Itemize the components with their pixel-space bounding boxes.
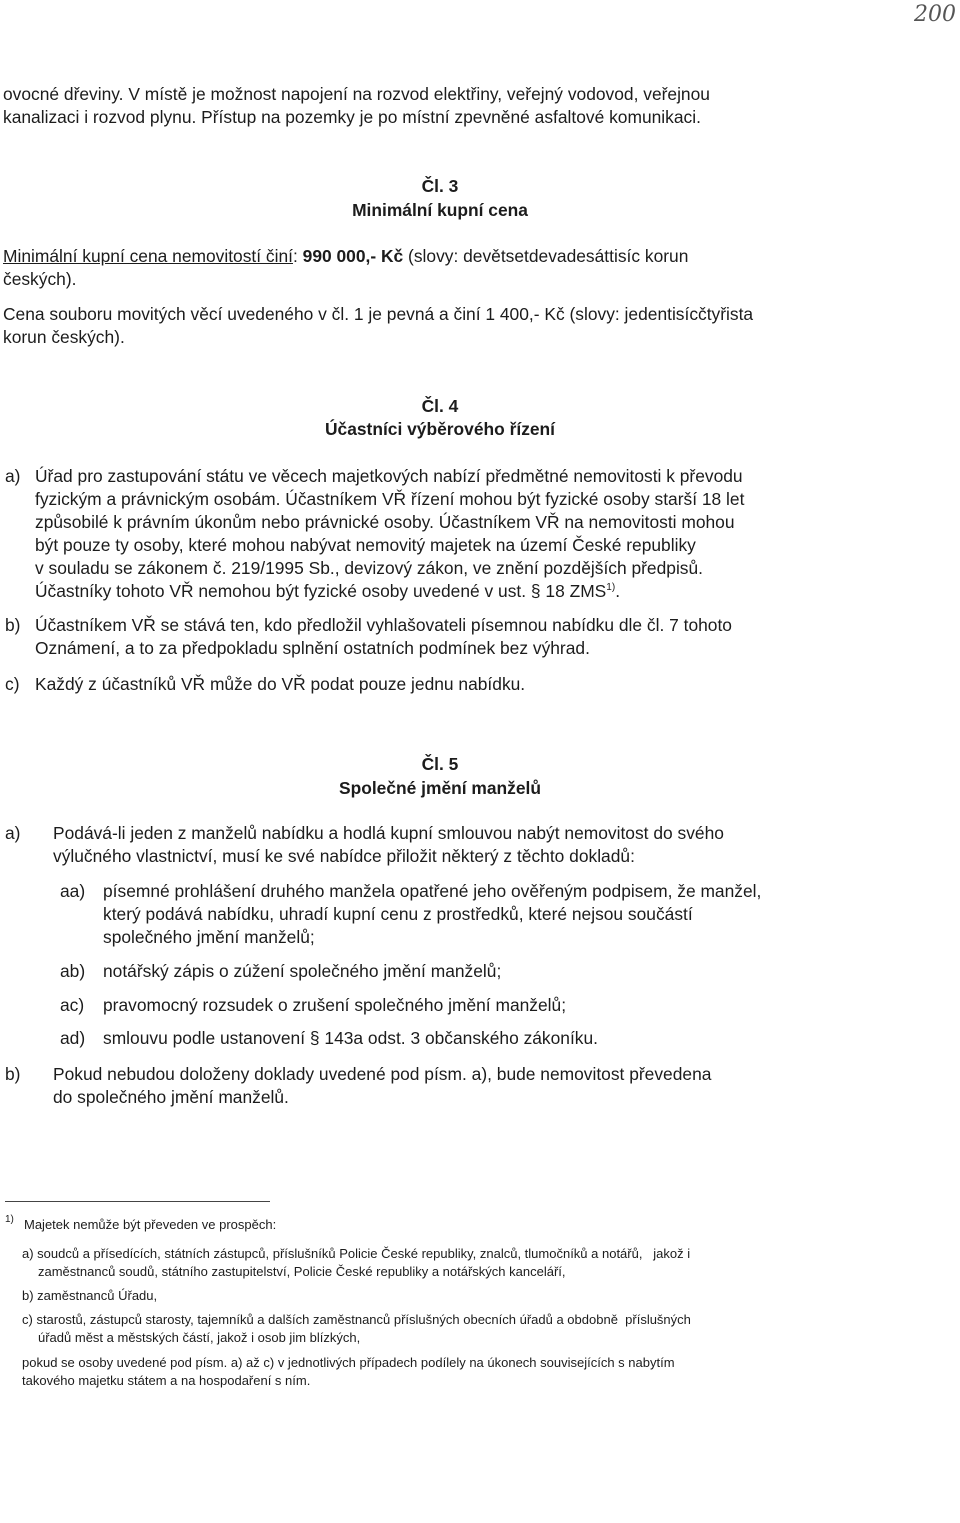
article-5-item-a [53,822,881,868]
article-4-item-a-last-line [35,580,881,603]
footnote-reference: 1) [606,582,616,594]
min-price-words: (slovy: devětsetdevadesáttisíc korun [403,246,689,266]
article-4-item-a-line: způsobilé k právním úkonům nebo právnické osoby. Účastníkem VŘ na nemovitosti mohou [35,512,735,532]
article-4-item-a [35,465,881,603]
article-5-item-aa-label: aa) [60,881,86,901]
article-3-paragraph-2-line-1: Cena souboru movitých věcí uvedeného v čl. 1 je pevná a činí 1 400,- Kč (slovy: jedentisícčtyřista [3,304,754,324]
article-3-paragraph-1-line-2: českých). [3,269,77,289]
article-5-item-ab-label: ab) [60,961,86,981]
footnote-item-a-line-2: zaměstnanců soudů, státního zastupitelství, Policie České republiky a notářských kanceláří, [38,1264,566,1279]
article-4-title: Účastníci výběrového řízení [324,419,556,439]
article-5-item-ab: notářský zápis o zúžení společného jmění manželů; [103,961,502,981]
article-4-item-a-end: . [615,581,621,601]
article-5-item-aa-line: písemné prohlášení druhého manžela opatřené jeho ověřeným podpisem, že manžel, [103,881,762,901]
article-5-item-b-label: b) [5,1064,21,1084]
footnote-item-b: b) zaměstnanců Úřadu, [22,1288,158,1303]
article-5-item-aa [103,880,881,949]
article-4-item-b-label: b) [5,615,21,635]
article-3-paragraph-2-line-2: korun českých). [3,327,125,347]
article-4-item-c-label: c) [5,674,20,694]
article-4-item-b-line: Účastníkem VŘ se stává ten, kdo předložil vyhlašovateli písemnou nabídku dle čl. 7 tohoto [35,615,732,635]
article-5-item-ac-label: ac) [60,995,85,1015]
article-4-item-a-line: Úřad pro zastupování státu ve věcech majetkových nabízí předmětné nemovitosti k převodu [35,466,743,486]
article-5-title: Společné jmění manželů [339,778,541,798]
article-4-item-a-label: a) [5,466,21,486]
article-3-number: Čl. 3 [421,176,459,196]
article-5-item-ad: smlouvu podle ustanovení § 143a odst. 3 občanského zákoníku. [103,1028,599,1048]
article-4-item-b-line: Oznámení, a to za předpokladu splnění ostatních podmínek bez výhrad. [35,638,590,658]
article-5-item-a-line: Podává-li jeden z manželů nabídku a hodlá kupní smlouvou nabýt nemovitost do svého [53,823,724,843]
min-price-label: Minimální kupní cena nemovitostí činí [3,246,293,266]
page-number: 200 [914,2,956,27]
footnote-closing-line-2: takového majetku státem a na hospodaření s ním. [22,1373,311,1388]
article-4-item-c: Každý z účastníků VŘ může do VŘ podat pouze jednu nabídku. [35,674,526,694]
article-4-item-a-line: v souladu se zákonem č. 219/1995 Sb., devizový zákon, ve znění pozdějších předpisů. [35,558,704,578]
article-5-item-b-line: do společného jmění manželů. [53,1087,289,1107]
footnote-item-c-line-1: c) starostů, zástupců starosty, tajemníků a dalších zaměstnanců příslušných obecních úřadů a obdobně příslušných [22,1312,691,1327]
article-3-title: Minimální kupní cena [352,200,528,220]
footnote-intro: Majetek nemůže být převeden ve prospěch: [24,1217,277,1232]
article-4-item-b [35,614,881,660]
article-5-item-b [53,1063,881,1109]
article-5-item-a-line: výlučného vlastnictví, musí ke své nabídce přiložit některý z těchto dokladů: [53,846,635,866]
article-4-item-a-line: být pouze ty osoby, které mohou nabývat nemovitý majetek na území České republiky [35,535,696,555]
article-5-item-ad-label: ad) [60,1028,86,1048]
article-5-item-a-label: a) [5,823,21,843]
min-price-colon: : [292,246,303,266]
article-5-item-aa-line: společného jmění manželů; [103,927,315,947]
article-4-item-a-line: fyzickým a právnickým osobám. Účastníkem VŘ řízení mohou být fyzické osoby starší 18 let [35,489,745,509]
footnote-closing-line-1: pokud se osoby uvedené pod písm. a) až c) v jednotlivých případech podílely na úkonech souvisejících s nabytím [22,1355,675,1370]
footnote-item-c-line-2: úřadů měst a městských částí, jakož i osob jim blízkých, [38,1330,361,1345]
footnote-separator [5,1201,270,1202]
intro-line-1: ovocné dřeviny. V místě je možnost napojení na rozvod elektřiny, veřejný vodovod, veřejnou [3,84,710,104]
article-5-number: Čl. 5 [421,754,459,774]
min-price-value: 990 000,- Kč [302,246,404,266]
article-5-item-ac: pravomocný rozsudek o zrušení společného jmění manželů; [103,995,567,1015]
article-3-paragraph-1 [3,245,883,268]
footnote-marker: 1) [5,1214,14,1225]
intro-line-2: kanalizaci i rozvod plynu. Přístup na pozemky je po místní zpevněné asfaltové komunikaci. [3,107,701,127]
article-4-item-a-last-text: Účastníky tohoto VŘ nemohou být fyzické osoby uvedené v ust. § 18 ZMS [35,581,607,601]
article-5-item-aa-line: který podává nabídku, uhradí kupní cenu z prostředků, které nejsou součástí [103,904,693,924]
article-4-number: Čl. 4 [421,396,459,416]
footnote-item-a-line-1: a) soudců a přísedících, státních zástupců, příslušníků Policie České republiky, znalců, tlumočníků a notářů, jakož i [22,1246,691,1261]
article-5-item-b-line: Pokud nebudou doloženy doklady uvedené pod písm. a), bude nemovitost převedena [53,1064,712,1084]
